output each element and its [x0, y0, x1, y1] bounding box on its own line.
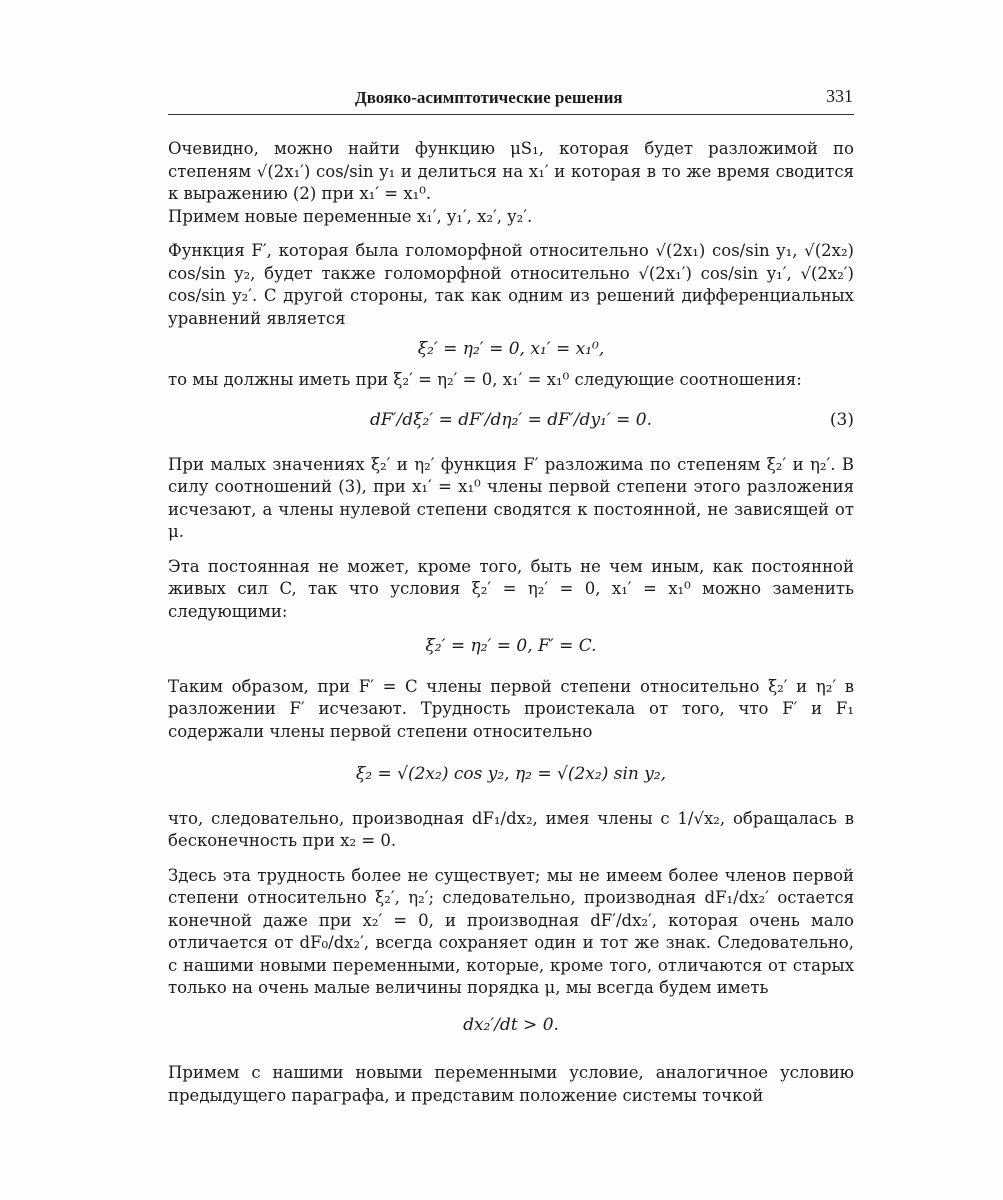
- equation-5-text: dx₂′/dt > 0.: [463, 1014, 559, 1035]
- paragraph-9: Здесь эта трудность более не существует; мы не имеем более членов первой степени относительно ξ₂′, η₂′; следовательно, производная dF₁/dx₂′ остается конечной даже при x₂′ = 0, и производная dF′/dx₂′, которая очень мало отличается от dF₀/dx₂′, всегда сохраняет один и тот же знак. Следовательно, с нашими новыми переменными, которые, кроме того, отличаются от старых только на очень малые величины порядка μ, мы всегда будем иметь: [168, 865, 854, 997]
- paragraph-1: Очевидно, можно найти функцию μS₁, которая будет разложимой по степеням √(2x₁′) cos/sin y₁ и делиться на x₁′ и которая в то же время сводится к выражению (2) при x₁′ = x₁⁰.: [168, 139, 854, 203]
- equation-4-text: ξ₂ = √(2x₂) cos y₂, η₂ = √(2x₂) sin y₂,: [355, 764, 667, 784]
- paragraph-10: Примем с нашими новыми переменными условие, аналогичное условию предыдущего параграфа, и представим положение системы точкой: [168, 1063, 854, 1105]
- paragraph-2: Примем новые переменные x₁′, y₁′, x₂′, y₂′.: [168, 206, 533, 226]
- equation-5: [168, 763, 854, 786]
- page-number: 331: [826, 86, 853, 106]
- paragraph-7: Таким образом, при F′ = C члены первой степени относительно ξ₂′ и η₂′ в разложении F′ исчезают. Трудность проистекала от того, что F′ и F₁ содержали члены первой степени относительно: [168, 676, 854, 741]
- paragraph-5: При малых значениях ξ₂′ и η₂′ функция F′ разложима по степеням ξ₂′ и η₂′. В силу соотношений (3), при x₁′ = x₁⁰ члены первой степени этого разложения исчезают, а члены нулевой степени сводятся к постоянной, не зависящей от μ.: [168, 454, 854, 541]
- equation-number-3: (3): [829, 410, 854, 430]
- equation-6: [168, 1014, 854, 1037]
- header-rule: [168, 114, 854, 115]
- equation-1: [168, 338, 854, 361]
- paragraph-3: Функция F′, которая была голоморфной относительно √(2x₁) cos/sin y₁, √(2x₂) cos/sin y₂, будет также голоморфной относительно √(2x₁′) cos/sin y₁′, √(2x₂′) cos/sin y₂′. С другой стороны, так как одним из решений дифференциальных уравнений является: [168, 241, 854, 328]
- body-text: [168, 138, 854, 1107]
- equation-4: [168, 635, 854, 658]
- running-header-title: Двояко-асимптотические решения: [355, 88, 623, 107]
- equation-2-text: dF′/dξ₂′ = dF′/dη₂′ = dF′/dy₁′ = 0.: [370, 410, 652, 430]
- paragraph-4: то мы должны иметь при ξ₂′ = η₂′ = 0, x₁′ = x₁⁰ следующие соотношения:: [168, 369, 802, 389]
- equation-1-text: ξ₂′ = η₂′ = 0, x₁′ = x₁⁰,: [417, 339, 605, 359]
- equation-3-text: ξ₂′ = η₂′ = 0, F′ = C.: [425, 636, 597, 656]
- paragraph-6: Эта постоянная не может, кроме того, быть не чем иным, как постоянной живых сил C, так что условия ξ₂′ = η₂′ = 0, x₁′ = x₁⁰ можно заменить следующими:: [168, 556, 854, 621]
- equation-3: [168, 409, 854, 432]
- paragraph-8: что, следовательно, производная dF₁/dx₂, имея члены с 1/√x₂, обращалась в бесконечность при x₂ = 0.: [168, 808, 854, 850]
